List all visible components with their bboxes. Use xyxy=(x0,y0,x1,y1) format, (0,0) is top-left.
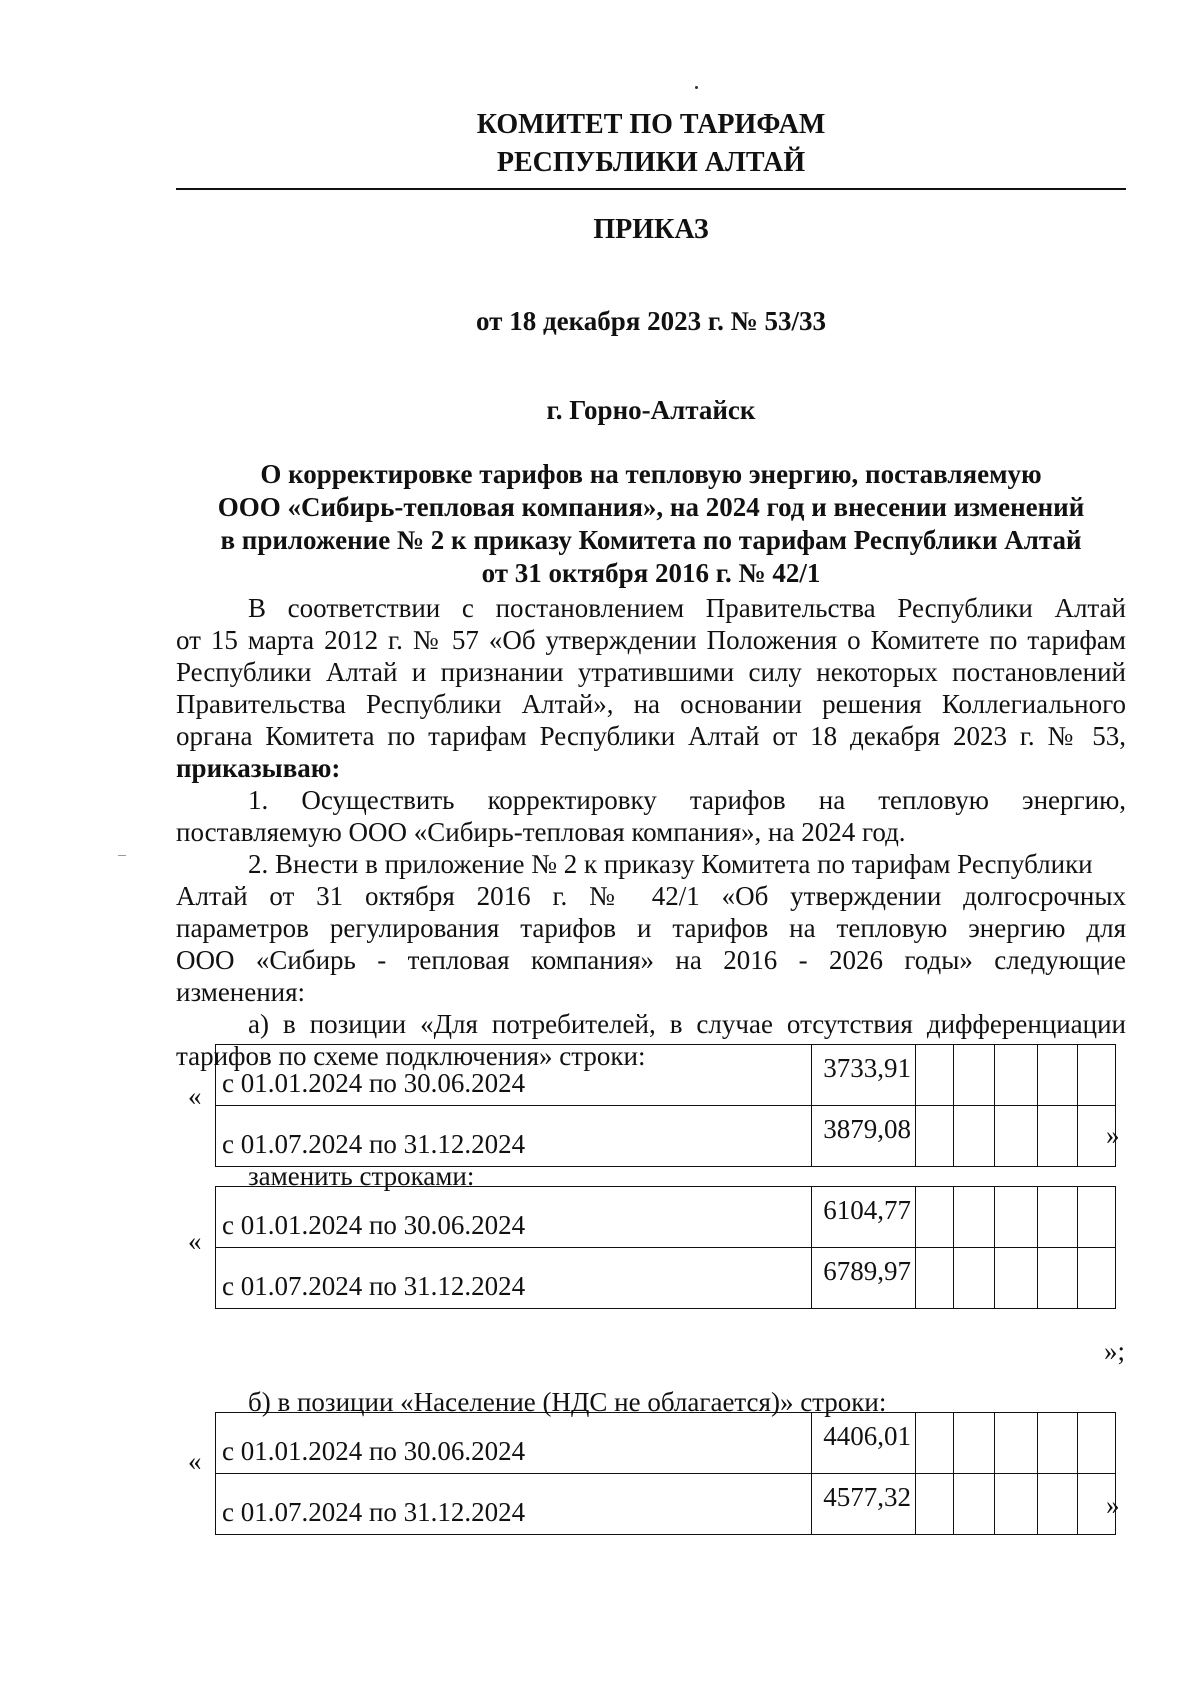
subject-line-2: ООО «Сибирь-тепловая компания», на 2024 год и внесении изменений xyxy=(217,492,1085,522)
sub-b-line: б) в позиции «Население (НДС не облагается)» строки: xyxy=(248,1387,887,1417)
period-cell: с 01.07.2024 по 31.12.2024 xyxy=(216,1248,812,1309)
doc-date-number: от 18 декабря 2023 г. № 53/33 xyxy=(476,306,826,336)
committee-line-2: РЕСПУБЛИКИ АЛТАЙ xyxy=(496,147,806,178)
subject-line-3: в приложение № 2 к приказу Комитета по тарифам Республики Алтай xyxy=(220,525,1082,555)
doc-subject xyxy=(176,458,1126,590)
doc-city: г. Горно-Алтайск xyxy=(546,395,756,425)
value-cell: 4406,01 xyxy=(812,1413,916,1474)
period-cell: с 01.01.2024 по 30.06.2024 xyxy=(216,1413,812,1474)
close-quote: » xyxy=(1106,1490,1120,1520)
value-cell: 6789,97 xyxy=(812,1248,916,1309)
table-row xyxy=(216,1474,1116,1535)
value-cell: 4577,32 xyxy=(812,1474,916,1535)
table-row xyxy=(216,1106,1116,1167)
body-line: Республики Алтай и признании утратившими силу некоторых постановлений xyxy=(176,657,1126,687)
item-2-line: ООО «Сибирь - тепловая компания» на 2016 - 2026 годы» следующие xyxy=(176,945,1126,975)
scan-mark xyxy=(118,855,126,856)
sub-a-line: тарифов по схеме подключения» строки: xyxy=(176,1041,646,1071)
item-2-line: 2. Внести в приложение № 2 к приказу Комитета по тарифам Республики xyxy=(248,849,1093,879)
table-row xyxy=(216,1045,1116,1106)
item-1-line: 1. Осуществить корректировку тарифов на тепловую энергию, xyxy=(248,785,1126,815)
close-quote: » xyxy=(1106,1120,1120,1150)
header-rule xyxy=(176,188,1126,190)
value-cell: 3879,08 xyxy=(812,1106,916,1167)
period-cell: с 01.01.2024 по 30.06.2024 xyxy=(216,1045,812,1106)
body-line: Правительства Республики Алтай», на основании решения Коллегиального xyxy=(176,689,1126,719)
subject-line-1: О корректировке тарифов на тепловую энергию, поставляемую xyxy=(260,459,1042,489)
item-2-line: параметров регулирования тарифов и тарифов на тепловую энергию для xyxy=(176,913,1126,943)
close-quote-semicolon: »; xyxy=(1104,1336,1126,1366)
table-row xyxy=(216,1413,1116,1474)
committee-name xyxy=(176,106,1126,182)
scan-dot xyxy=(695,86,698,89)
value-cell: 6104,77 xyxy=(812,1187,916,1248)
doc-type: ПРИКАЗ xyxy=(593,214,709,245)
table-row xyxy=(216,1187,1116,1248)
period-cell: с 01.01.2024 по 30.06.2024 xyxy=(216,1187,812,1248)
body-line: органа Комитета по тарифам Республики Алтай от 18 декабря 2023 г. № 53, xyxy=(176,721,1126,751)
body-line: В соответствии с постановлением Правительства Республики Алтай xyxy=(248,593,1126,623)
table-row xyxy=(216,1248,1116,1309)
open-quote: « xyxy=(188,1446,202,1476)
subject-line-4: от 31 октября 2016 г. № 42/1 xyxy=(481,558,821,588)
body-line: от 15 марта 2012 г. № 57 «Об утверждении Положения о Комитете по тарифам xyxy=(176,625,1126,655)
orders-word: приказываю: xyxy=(176,753,341,783)
period-cell: с 01.07.2024 по 31.12.2024 xyxy=(216,1474,812,1535)
committee-line-1: КОМИТЕТ ПО ТАРИФАМ xyxy=(476,109,826,140)
open-quote: « xyxy=(188,1226,202,1256)
tariff-table-b-old xyxy=(215,1412,1116,1535)
sub-a-line: а) в позиции «Для потребителей, в случае отсутствия дифференциации xyxy=(248,1009,1126,1039)
item-2-line: изменения: xyxy=(176,977,306,1007)
value-cell: 3733,91 xyxy=(812,1045,916,1106)
item-2-line: Алтай от 31 октября 2016 г. № 42/1 «Об утверждении долгосрочных xyxy=(176,881,1126,911)
period-cell: с 01.07.2024 по 31.12.2024 xyxy=(216,1106,812,1167)
tariff-table-a-old xyxy=(215,1044,1116,1167)
open-quote: « xyxy=(188,1081,202,1111)
replace-with: заменить строками: xyxy=(248,1161,475,1191)
tariff-table-a-new xyxy=(215,1186,1116,1309)
item-1-line: поставляемую ООО «Сибирь-тепловая компания», на 2024 год. xyxy=(176,817,906,847)
